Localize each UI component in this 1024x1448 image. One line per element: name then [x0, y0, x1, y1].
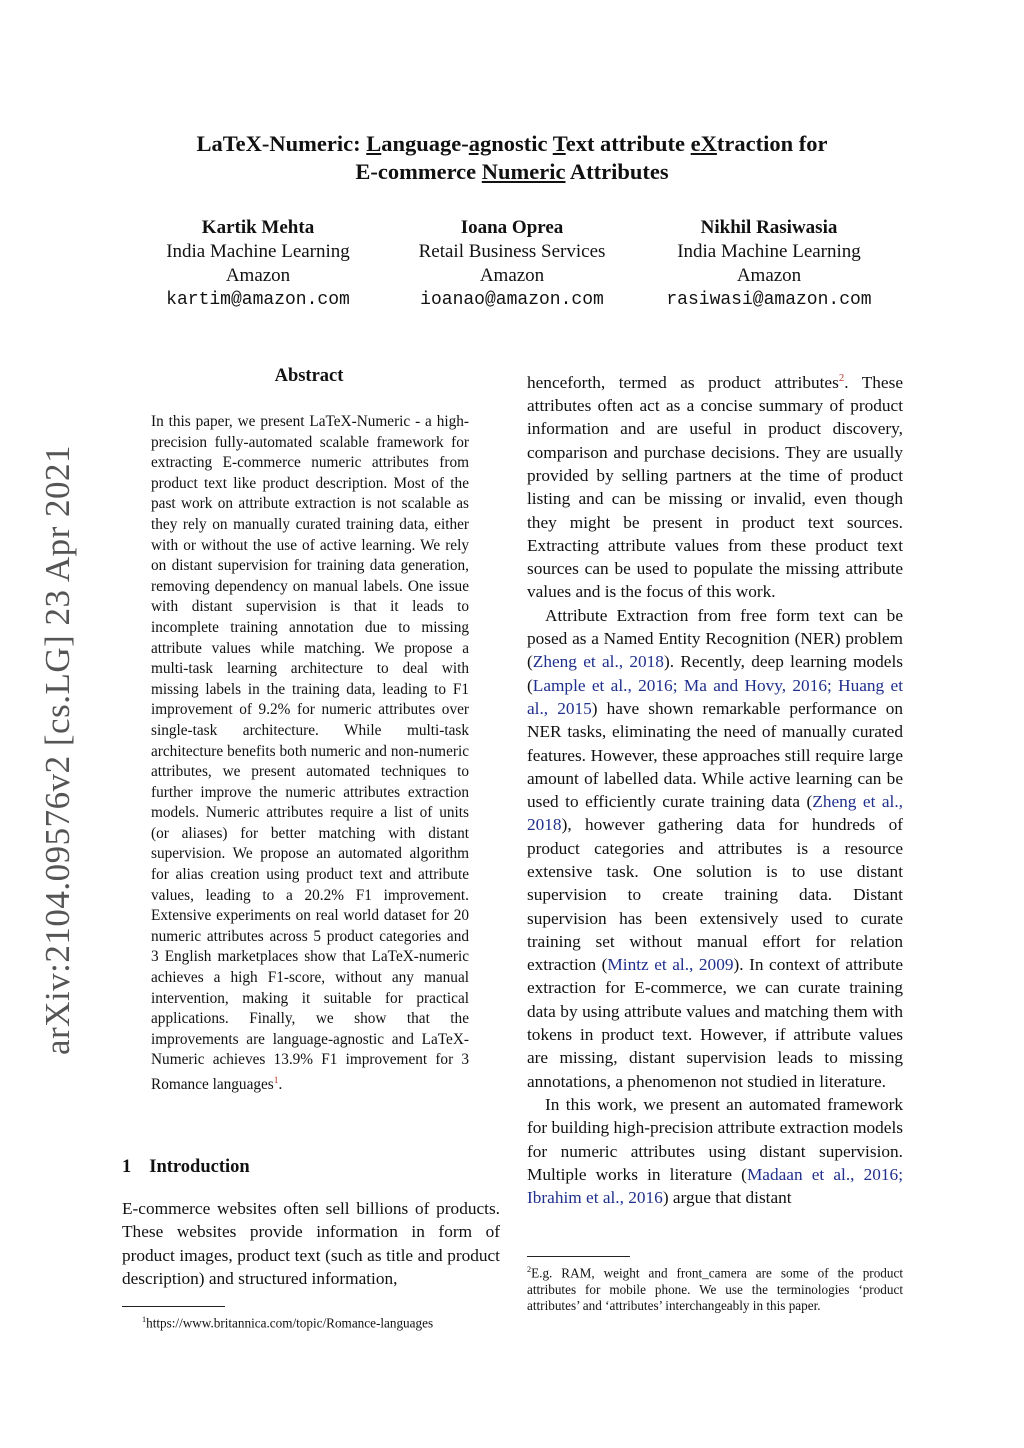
- author-dept: India Machine Learning: [166, 241, 350, 262]
- citation-link[interactable]: Madaan et al., 2016; Ibrahim et al., 2016: [527, 1164, 903, 1208]
- author-email: ioanao@amazon.com: [420, 290, 604, 310]
- abstract-text: In this paper, we present LaTeX-Numeric - a high-precision fully-automated scalable framework for extracting E-commerce numeric attributes from product text like product description. Most of the past work on attribute extraction is not scalable as they rely on manually curated training data, either with or without the use of active learning. We rely on distant supervision for training data generation, removing dependency on manual labels. One issue with distant supervision is that it leads to incomplete training annotation due to missing attribute values while matching. We propose a multi-task learning architecture to deal with missing labels in the training data, leading to F1 improvement of 9.2% for numeric attributes over single-task architecture. While multi-task architecture benefits both numeric and non-numeric attributes, we present automated techniques to further improve the numeric attributes extraction models. Numeric attributes require a list of units (or aliases) for better matching with distant supervision. We propose an automated algorithm for alias creation using product text and attribute values, leading to a 20.2% F1 improvement. Extensive experiments on real world dataset for 20 numeric attributes across 5 product categories and 3 English marketplaces show that LaTeX-numeric achieves a high F1-score, without any manual intervention, making it suitable for practical applications. Finally, we show that the improvements are language-agnostic and LaTeX-Numeric achieves 13.9% F1 improvement for 3 Romance languages$^1$.: [151, 413, 469, 1094]
- author-email: rasiwasi@amazon.com: [666, 290, 872, 310]
- section-heading-introduction: 1 Introduction: [122, 1157, 250, 1177]
- footnote-1: $^1$https://www.britannica.com/topic/Romance-languages: [142, 1315, 434, 1331]
- author-name: Ioana Oprea: [460, 217, 564, 238]
- author-org: Amazon: [479, 265, 545, 286]
- footnote-divider-right: [527, 1256, 630, 1257]
- footnote-2: $^2$E.g. RAM, weight and front_camera are some of the product attributes for mobile phone. We use the terminologies ‘product attributes’ and ‘attributes’ interchangeably in this paper.: [527, 1265, 903, 1314]
- author-org: Amazon: [225, 265, 291, 286]
- citation-link[interactable]: Zheng et al., 2018: [532, 652, 664, 672]
- author-name: Nikhil Rasiwasia: [700, 217, 838, 238]
- paragraph: Attribute Extraction from free form text can be posed as a Named Entity Recognition (NER) problem (Zheng et al., 2018). Recently, deep learning models (Lample et al., 2016; Ma and Hovy, 2016; Huang et al., 2015) have shown remarkable performance on NER tasks, eliminating the need of manually curated features. However, these approaches still require large amount of labelled data. While active learning can be used to efficiently curate training data (Zheng et al., 2018), however gathering data for hundreds of product categories and attributes is a resource extensive task. One solution is to use distant supervision to create training data. Distant supervision has been extensively used to curate training set without manual effort for relation extraction (Mintz et al., 2009). In context of attribute extraction for E-commerce, we can curate training data by using attribute values and matching them with tokens in product text. However, if attribute values are missing, distant supervision leads to missing annotations, a phenomenon not studied in literature.: [527, 605, 904, 1091]
- arxiv-identifier-stamp: arXiv:2104.09576v2 [cs.LG] 23 Apr 2021: [38, 444, 77, 1056]
- author-org: Amazon: [736, 265, 802, 286]
- author-2: [367, 216, 657, 312]
- paper-title: [120, 130, 904, 186]
- footnote-divider-left: [122, 1306, 225, 1307]
- author-dept: India Machine Learning: [677, 241, 861, 262]
- footnote-ref-2[interactable]: 2: [838, 372, 845, 384]
- footnote-1-link[interactable]: https://www.britannica.com/topic/Romance-languages: [146, 1315, 434, 1331]
- author-1: [113, 216, 403, 312]
- introduction-left-column: E-commerce websites often sell billions of products. These websites provide information in form of product images, product text (such as title and product description) and structured information,: [122, 1199, 500, 1289]
- paragraph: henceforth, termed as product attributes$^2$. These attributes often act as a concise summary of product information and are useful in product discovery, comparison and purchase decisions. They are usually provided by selling partners at the time of product listing and can be missing or invalid, even though they might be present in product text sources. Extracting attribute values from these product text sources can be used to populate the missing attribute values and is the focus of this work.: [527, 372, 903, 602]
- introduction-right-column: [527, 367, 903, 1209]
- author-dept: Retail Business Services: [418, 241, 606, 262]
- author-3: [624, 216, 914, 312]
- author-name: Kartik Mehta: [201, 217, 315, 238]
- citation-link[interactable]: Zheng et al., 2018: [527, 792, 904, 835]
- abstract-heading: Abstract: [274, 366, 344, 386]
- author-email: kartim@amazon.com: [166, 290, 350, 310]
- title-line-1: LaTeX-Numeric: Language-agnostic Text attribute eXtraction for: [196, 131, 828, 156]
- citation-link[interactable]: Lample et al., 2016; Ma and Hovy, 2016; Huang et al., 2015: [527, 675, 903, 718]
- title-line-2: E-commerce Numeric Attributes: [355, 159, 669, 184]
- citation-link[interactable]: Mintz et al., 2009: [607, 955, 734, 975]
- paragraph: In this work, we present an automated framework for building high-precision attribute extraction models for numeric attributes using distant supervision. Multiple works in literature (Madaan et al., 2016; Ibrahim et al., 2016) argue that distant: [527, 1094, 903, 1208]
- footnote-ref-1[interactable]: 1: [273, 1076, 279, 1086]
